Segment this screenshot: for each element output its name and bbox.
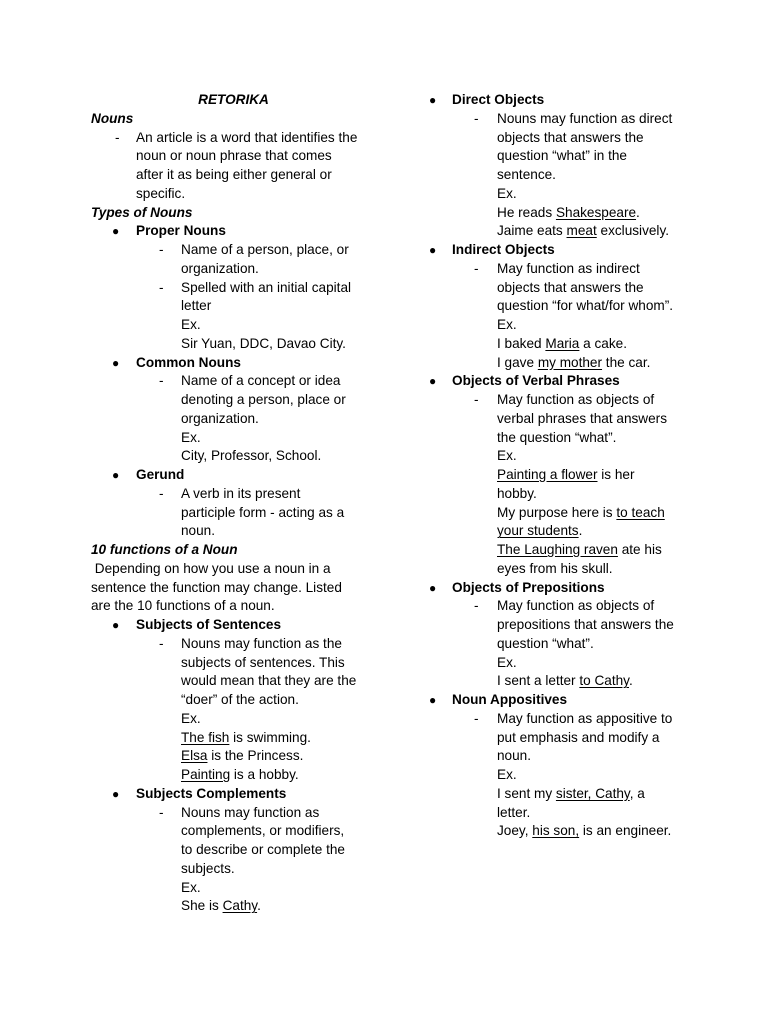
document-title: RETORIKA [198,92,269,107]
functions-heading: 10 functions of a Noun [91,542,238,557]
dash-marker: - [159,373,164,389]
article-definition: - An article is a word that identifies the noun or noun phrase that comes after it as being either general or specific. [115,129,358,201]
bullet-marker: ● [429,93,437,107]
appositives-example-1: I sent my sister, Cathy, a [497,785,645,801]
left-column [91,91,376,916]
dash-marker: - [159,485,164,501]
verbal-phrases-label: Objects of Verbal Phrases [452,373,620,389]
indirect-example-1: I baked Maria a cake. [497,335,627,351]
dash-marker: - [159,279,164,295]
bullet-marker: ● [112,786,120,801]
prepositions-label: Objects of Prepositions [452,579,605,595]
verbal-example-3: The Laughing raven ate his [497,542,662,557]
dash-marker: - [474,598,479,614]
complements-example-1: She is Cathy. [181,898,261,914]
bullet-marker: ● [112,224,120,239]
functions-intro: Depending on how you use a noun in a sentence the function may change. Listed are the 10 functions of a noun. [91,560,342,614]
subjects-section: ● Subjects of Sentences - Nouns may function as the subjects of sentences. This would mean that they are the “doer” of the action. Ex. The fish is swimming. Elsa is the Princess. Painting is a hobby. [91,616,376,785]
bullet-marker: ● [112,468,120,482]
prepositions-example-1: I sent a letter to Cathy. [497,673,633,689]
types-heading: Types of Nouns [91,204,193,220]
verbal-example-1: Painting a flower is her [497,467,635,482]
gerund-section: ● Gerund - A verb in its present participle form - acting as a noun. [112,467,345,539]
verbal-phrases-section: ● Objects of Verbal Phrases - May function as objects of verbal phrases that answers the question “what”. Ex. Painting a flower is her hobby. My purpose here is to teach your students. The Laughing raven ate his eyes from his skull. [428,372,698,578]
bullet-marker: ● [429,693,437,707]
indirect-objects-section: ● Indirect Objects - May function as indirect objects that answers the question “for what/for whom”. Ex. I baked Maria a cake. I gave my mother the car. [428,241,698,372]
right-column [428,91,698,841]
bullet-marker: ● [429,374,437,389]
dash-marker: - [159,635,164,651]
direct-objects-label: Direct Objects [452,92,545,107]
bullet-marker: ● [429,580,437,595]
proper-nouns-section: ● Proper Nouns - Name of a person, place, or organization. - Spelled with an initial capital letter Ex. Sir Yuan, DDC, Davao City. [91,222,376,353]
common-example: City, Professor, School. [181,448,322,464]
subjects-label: Subjects of Sentences [136,617,282,632]
common-nouns-label: Common Nouns [136,354,241,370]
subjects-example-3: Painting is a hobby. [181,767,299,782]
indirect-objects-label: Indirect Objects [452,242,555,257]
subjects-example-2: Elsa is the Princess. [181,748,304,764]
appositives-section: ● Noun Appositives - May function as appositive to put emphasis and modify a noun. Ex. I sent my sister, Cathy, a letter. Joey, his son, is an engineer. [428,691,698,841]
indirect-example-2: I gave my mother the car. [497,354,651,370]
dash-marker: - [115,129,120,145]
direct-objects-section: ● Direct Objects - Nouns may function as direct objects that answers the question “what” in the sentence. Ex. He reads Shakespeare. Jaime eats meat exclusively. [428,91,698,241]
appositives-label: Noun Appositives [452,692,568,707]
gerund-label: Gerund [136,467,185,482]
verbal-example-2: My purpose here is to teach [497,504,665,520]
appositives-example-2: Joey, his son, is an engineer. [497,823,672,839]
dash-marker: - [159,242,164,257]
direct-example-1: He reads Shakespeare. [497,204,640,220]
dash-marker: - [159,804,164,820]
prepositions-section: ● Objects of Prepositions - May function as objects of prepositions that answers the question “what”. Ex. I sent a letter to Cathy. [428,579,698,692]
dash-marker: - [474,260,479,276]
proper-example: Sir Yuan, DDC, Davao City. [181,335,346,351]
bullet-marker: ● [429,243,437,257]
complements-label: Subjects Complements [136,785,287,801]
bullet-marker: ● [112,618,120,632]
dash-marker: - [474,710,479,726]
dash-marker: - [474,392,479,407]
proper-nouns-label: Proper Nouns [136,223,226,239]
nouns-heading: Nouns [91,110,134,126]
direct-example-2: Jaime eats meat exclusively. [497,223,670,239]
bullet-marker: ● [112,355,120,370]
subjects-example-1: The fish is swimming. [181,729,311,745]
common-nouns-section: ● Common Nouns - Name of a concept or idea denoting a person, place or organization. Ex. City, Professor, School. [91,354,376,467]
complements-section: ● Subjects Complements - Nouns may function as complements, or modifiers, to describe or complete the subjects. Ex. She is Cathy. [91,785,376,916]
dash-marker: - [474,110,479,126]
